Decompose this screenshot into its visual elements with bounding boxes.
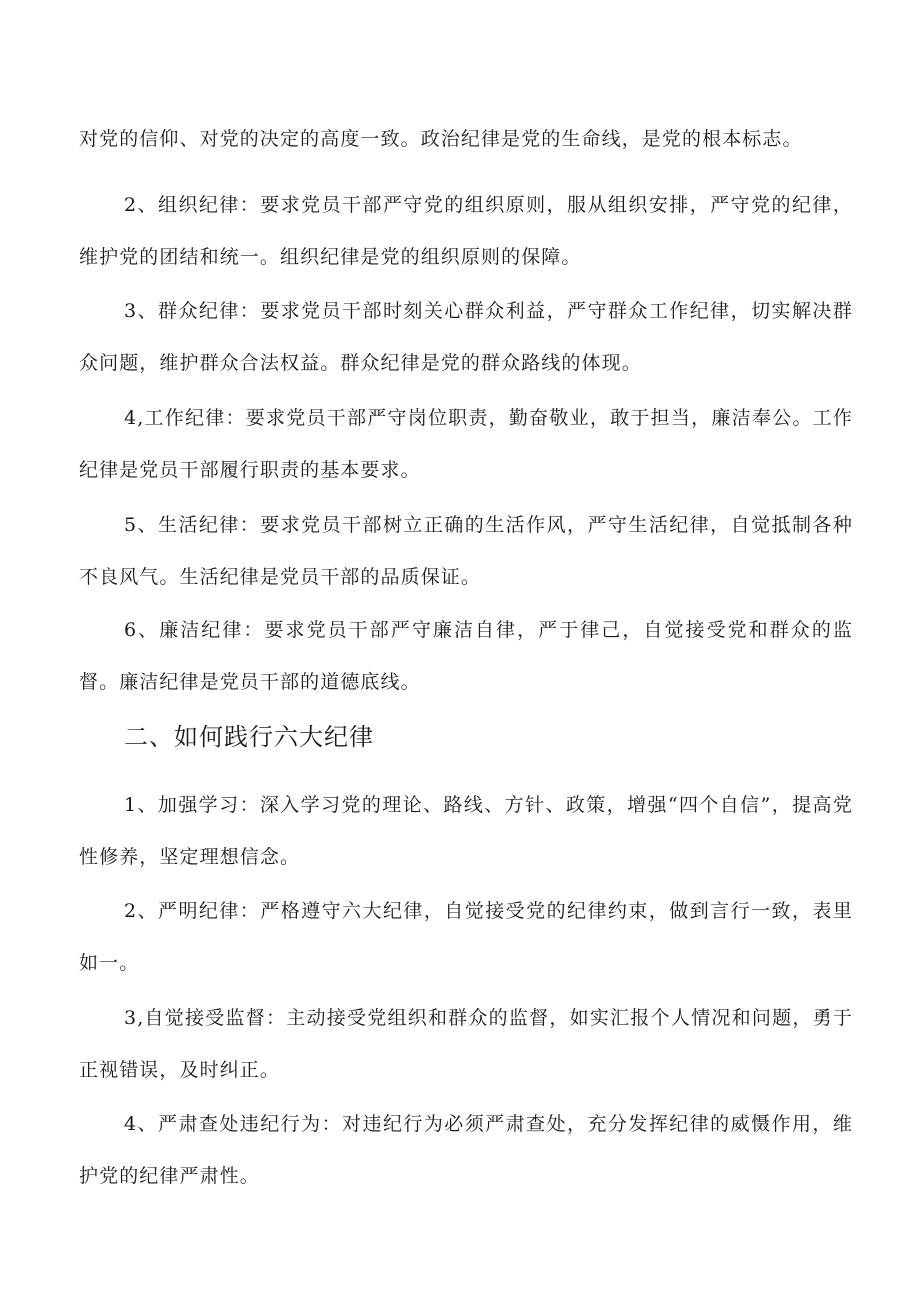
paragraph-accept-supervision: 3,自觉接受监督：主动接受党组织和群众的监督，如实汇报个人情况和问题，勇于正视错误，及时纠正。 — [79, 1007, 853, 1081]
paragraph-strengthen-study: 1、加强学习：深入学习党的理论、路线、方针、政策，增强“四个自信”，提高党性修养，坚定理想信念。 — [79, 794, 853, 868]
section-heading: 二、如何践行六大纪律 — [124, 723, 374, 751]
paragraph-strict-discipline: 2、严明纪律：严格遵守六大纪律，自觉接受党的纪律约束，做到言行一致，表里如一。 — [79, 900, 853, 974]
paragraph-investigate-violations: 4、严肃查处违纪行为：对违纪行为必须严肃查处，充分发挥纪律的威慑作用，维护党的纪律严肃性。 — [79, 1113, 853, 1187]
paragraph-integrity-discipline: 6、廉洁纪律：要求党员干部严守廉洁自律，严于律己，自觉接受党和群众的监督。廉洁纪律是党员干部的道德底线。 — [79, 619, 853, 693]
paragraph-work-discipline: 4,工作纪律：要求党员干部严守岗位职责，勤奋敬业，敢于担当，廉洁奉公。工作纪律是党员干部履行职责的基本要求。 — [79, 407, 853, 481]
paragraph-political-discipline-continued: 对党的信仰、对党的决定的高度一致。政治纪律是党的生命线，是党的根本标志。 — [79, 128, 803, 150]
paragraph-organizational-discipline: 2、组织纪律：要求党员干部严守党的组织原则，服从组织安排，严守党的纪律，维护党的团结和统一。组织纪律是党的组织原则的保障。 — [79, 194, 853, 268]
paragraph-life-discipline: 5、生活纪律：要求党员干部树立正确的生活作风，严守生活纪律，自觉抵制各种不良风气。生活纪律是党员干部的品质保证。 — [79, 514, 853, 588]
paragraph-mass-discipline: 3、群众纪律：要求党员干部时刻关心群众利益，严守群众工作纪律，切实解决群众问题，维护群众合法权益。群众纪律是党的群众路线的体现。 — [79, 300, 853, 374]
